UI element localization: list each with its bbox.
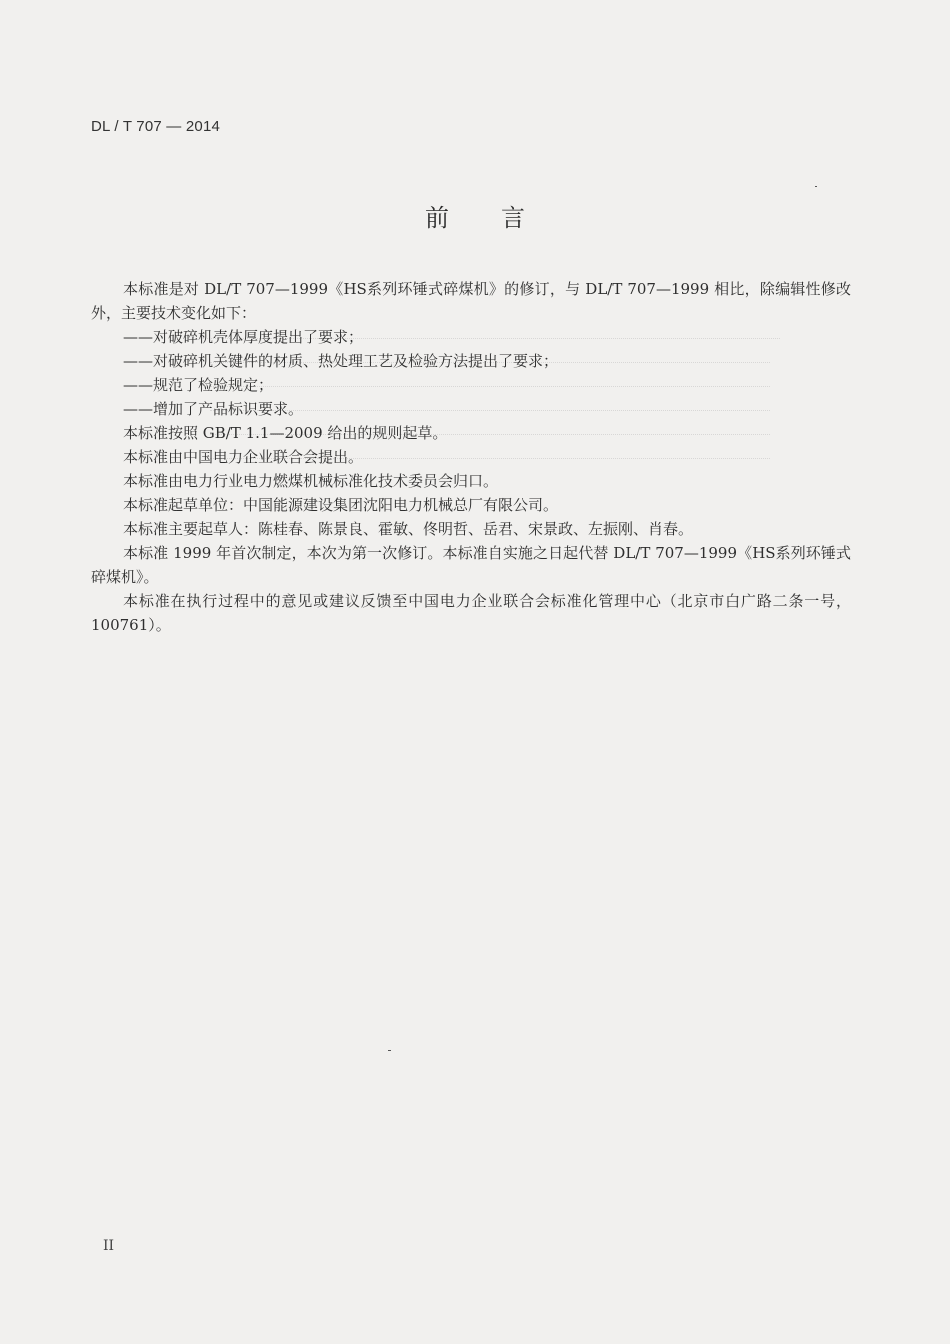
paragraph-drafters: 本标准主要起草人：陈桂春、陈景良、霍敏、佟明哲、岳君、宋景政、左振刚、肖春。 bbox=[123, 520, 694, 538]
paragraph-committee: 本标准由电力行业电力燃煤机械标准化技术委员会归口。 bbox=[123, 472, 499, 490]
foreword-body bbox=[91, 277, 851, 637]
standard-code: DL / T 707 — 2014 bbox=[91, 118, 221, 135]
change-item-inspection: ——规范了检验规定； bbox=[123, 376, 274, 394]
scan-speck bbox=[815, 186, 817, 187]
paragraph-history: 本标准 1999 年首次制定，本次为第一次修订。本标准自实施之日起代替 DL/T 707—1999《HS系列环锤式碎煤机》。 bbox=[91, 544, 851, 586]
change-item-key-parts: ——对破碎机关键件的材质、热处理工艺及检验方法提出了要求； bbox=[123, 352, 559, 370]
paragraph-proposer: 本标准由中国电力企业联合会提出。 bbox=[123, 448, 364, 466]
paragraph-drafting-unit: 本标准起草单位：中国能源建设集团沈阳电力机械总厂有限公司。 bbox=[123, 496, 559, 514]
paragraph-drafting-rules: 本标准按照 GB/T 1.1—2009 给出的规则起草。 bbox=[123, 424, 448, 442]
change-item-shell-thickness: ——对破碎机壳体厚度提出了要求； bbox=[123, 328, 364, 346]
page-title: 前言 bbox=[425, 204, 577, 232]
paragraph-feedback: 本标准在执行过程中的意见或建议反馈至中国电力企业联合会标准化管理中心（北京市白广路二条一号，100761）。 bbox=[91, 592, 851, 634]
paragraph-revision-summary: 本标准是对 DL/T 707—1999《HS系列环锤式碎煤机》的修订，与 DL/T 707—1999 相比，除编辑性修改外，主要技术变化如下： bbox=[91, 280, 851, 322]
scan-speck bbox=[388, 1050, 391, 1051]
change-item-marking: ——增加了产品标识要求。 bbox=[123, 400, 304, 418]
page-number: II bbox=[103, 1238, 115, 1254]
